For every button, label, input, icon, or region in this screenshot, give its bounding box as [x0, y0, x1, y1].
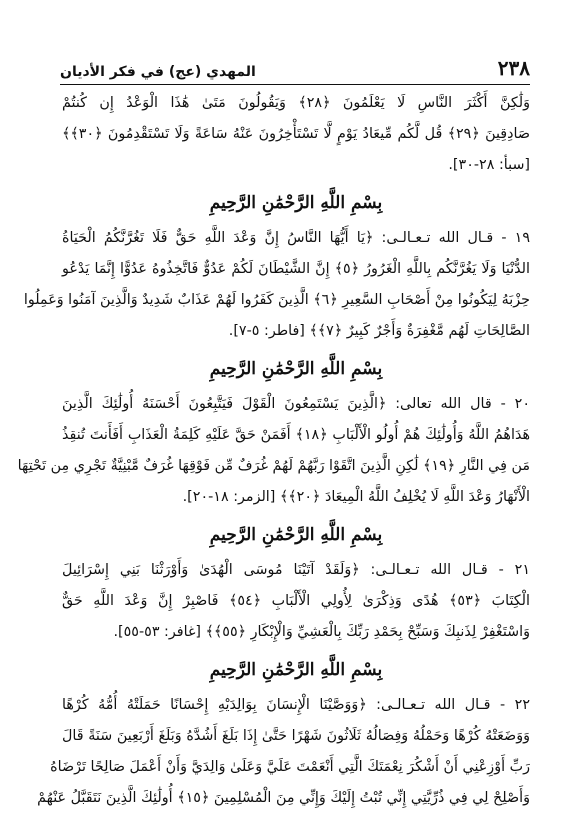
basmala-heading: بِسْمِ اللَّهِ الرَّحْمَٰنِ الرَّحِيمِ — [209, 525, 383, 545]
text-line: وَوَضَعَتْهُ كُرْهًا وَحَمْلُهُ وَفِصَالُهُ ثَلَاثُونَ شَهْرًا حَتَّىٰ إِذَا بَلَغَ أَشُدَّهُ وَبَلَغَ أَرْبَعِينَ سَنَةً قَالَ — [62, 728, 530, 744]
text-line: ٢٠ - قال الله تعالى: ﴿الَّذِينَ يَسْتَمِعُونَ الْقَوْلَ فَيَتَّبِعُونَ أَحْسَنَهُ أُولَٰئِكَ الَّذِينَ — [62, 396, 530, 412]
text-line: الصَّالِحَاتِ لَهُم مَّغْفِرَةٌ وَأَجْرٌ كَبِيرٌ ﴿٧﴾﴾ [فاطر: ٥-٧]. — [228, 323, 530, 339]
basmala-heading: بِسْمِ اللَّهِ الرَّحْمَٰنِ الرَّحِيمِ — [209, 193, 383, 213]
text-line: مَن فِي النَّارِ ﴿١٩﴾ لَٰكِنِ الَّذِينَ اتَّقَوْا رَبَّهُمْ لَهُمْ غُرَفٌ مِّن فَوْقِهَا غُرَفٌ مَّبْنِيَّةٌ تَجْرِي مِن تَحْتِهَا — [17, 458, 530, 474]
text-line: ٢١ - قـال الله تـعـالـى: ﴿وَلَقَدْ آتَيْنَا مُوسَى الْهُدَىٰ وَأَوْرَثْنَا بَنِي إِسْرَائِيلَ — [62, 562, 530, 578]
text-line: [سبأ: ٢٨-٣٠]. — [448, 157, 530, 173]
text-line: ١٩ - قـال الله تـعـالـى: ﴿يَا أَيُّهَا النَّاسُ إِنَّ وَعْدَ اللَّهِ حَقٌّ فَلَا تَغُرَّنَّكُمُ الْحَيَاةُ — [62, 230, 530, 246]
text-line: ٢٢ - قـال الله تـعـالـى: ﴿وَوَصَّيْنَا الْإِنسَانَ بِوَالِدَيْهِ إِحْسَانًا حَمَلَتْهُ أُمُّهُ كُرْهًا — [62, 697, 530, 713]
text-line: وَلَٰكِنَّ أَكْثَرَ النَّاسِ لَا يَعْلَمُونَ ﴿٢٨﴾ وَيَقُولُونَ مَتَىٰ هَٰذَا الْوَعْدُ إِن كُنتُمْ — [62, 95, 530, 111]
basmala-heading: بِسْمِ اللَّهِ الرَّحْمَٰنِ الرَّحِيمِ — [209, 660, 383, 680]
text-line: رَبِّ أَوْزِعْنِي أَنْ أَشْكُرَ نِعْمَتَكَ الَّتِي أَنْعَمْتَ عَلَيَّ وَعَلَىٰ وَالِدَيَّ وَأَنْ أَعْمَلَ صَالِحًا تَرْضَاهُ — [50, 759, 530, 775]
page-number: ٢٣٨ — [497, 56, 530, 80]
running-title: المهدي (عج) في فكر الأديان — [60, 64, 256, 80]
page-header — [60, 48, 530, 85]
text-line: الدُّنْيَا وَلَا يَغُرَّنَّكُم بِاللَّهِ الْغَرُورُ ﴿٥﴾ إِنَّ الشَّيْطَانَ لَكُمْ عَدُوٌّ فَاتَّخِذُوهُ عَدُوًّا إِنَّمَا يَدْعُو — [62, 261, 530, 277]
text-line: وَاسْتَغْفِرْ لِذَنبِكَ وَسَبِّحْ بِحَمْدِ رَبِّكَ بِالْعَشِيِّ وَالْإِبْكَارِ ﴿٥٥﴾﴾ [غافر: ٥٣-٥٥]. — [113, 624, 530, 640]
text-line: الْكِتَابَ ﴿٥٣﴾ هُدًى وَذِكْرَىٰ لِأُولِي الْأَلْبَابِ ﴿٥٤﴾ فَاصْبِرْ إِنَّ وَعْدَ اللَّهِ حَقٌّ — [62, 593, 530, 609]
text-line: هَدَاهُمُ اللَّهُ وَأُولَٰئِكَ هُمْ أُولُو الْأَلْبَابِ ﴿١٨﴾ أَفَمَنْ حَقَّ عَلَيْهِ كَلِمَةُ الْعَذَابِ أَفَأَنتَ تُنقِذُ — [62, 427, 530, 443]
text-line: وَأَصْلِحْ لِي فِي ذُرِّيَّتِي إِنِّي تُبْتُ إِلَيْكَ وَإِنِّي مِنَ الْمُسْلِمِينَ ﴿١٥﴾ أُولَٰئِكَ الَّذِينَ نَتَقَبَّلُ عَنْهُمْ — [37, 790, 530, 806]
text-line: حِزْبَهُ لِيَكُونُوا مِنْ أَصْحَابِ السَّعِيرِ ﴿٦﴾ الَّذِينَ كَفَرُوا لَهُمْ عَذَابٌ شَدِيدٌ وَالَّذِينَ آمَنُوا وَعَمِلُوا — [23, 292, 530, 308]
page-body — [17, 88, 530, 814]
basmala-heading: بِسْمِ اللَّهِ الرَّحْمَٰنِ الرَّحِيمِ — [209, 359, 383, 379]
text-line: الْأَنْهَارُ وَعْدَ اللَّهِ لَا يُخْلِفُ اللَّهُ الْمِيعَادَ ﴿٢٠﴾﴾ [الزمر: ١٨-٢٠]. — [182, 489, 530, 505]
text-line: صَادِقِينَ ﴿٢٩﴾ قُل لَّكُم مِّيعَادُ يَوْمٍ لَّا تَسْتَأْخِرُونَ عَنْهُ سَاعَةً وَلَا تَسْتَقْدِمُونَ ﴿٣٠﴾﴾ — [62, 126, 530, 142]
